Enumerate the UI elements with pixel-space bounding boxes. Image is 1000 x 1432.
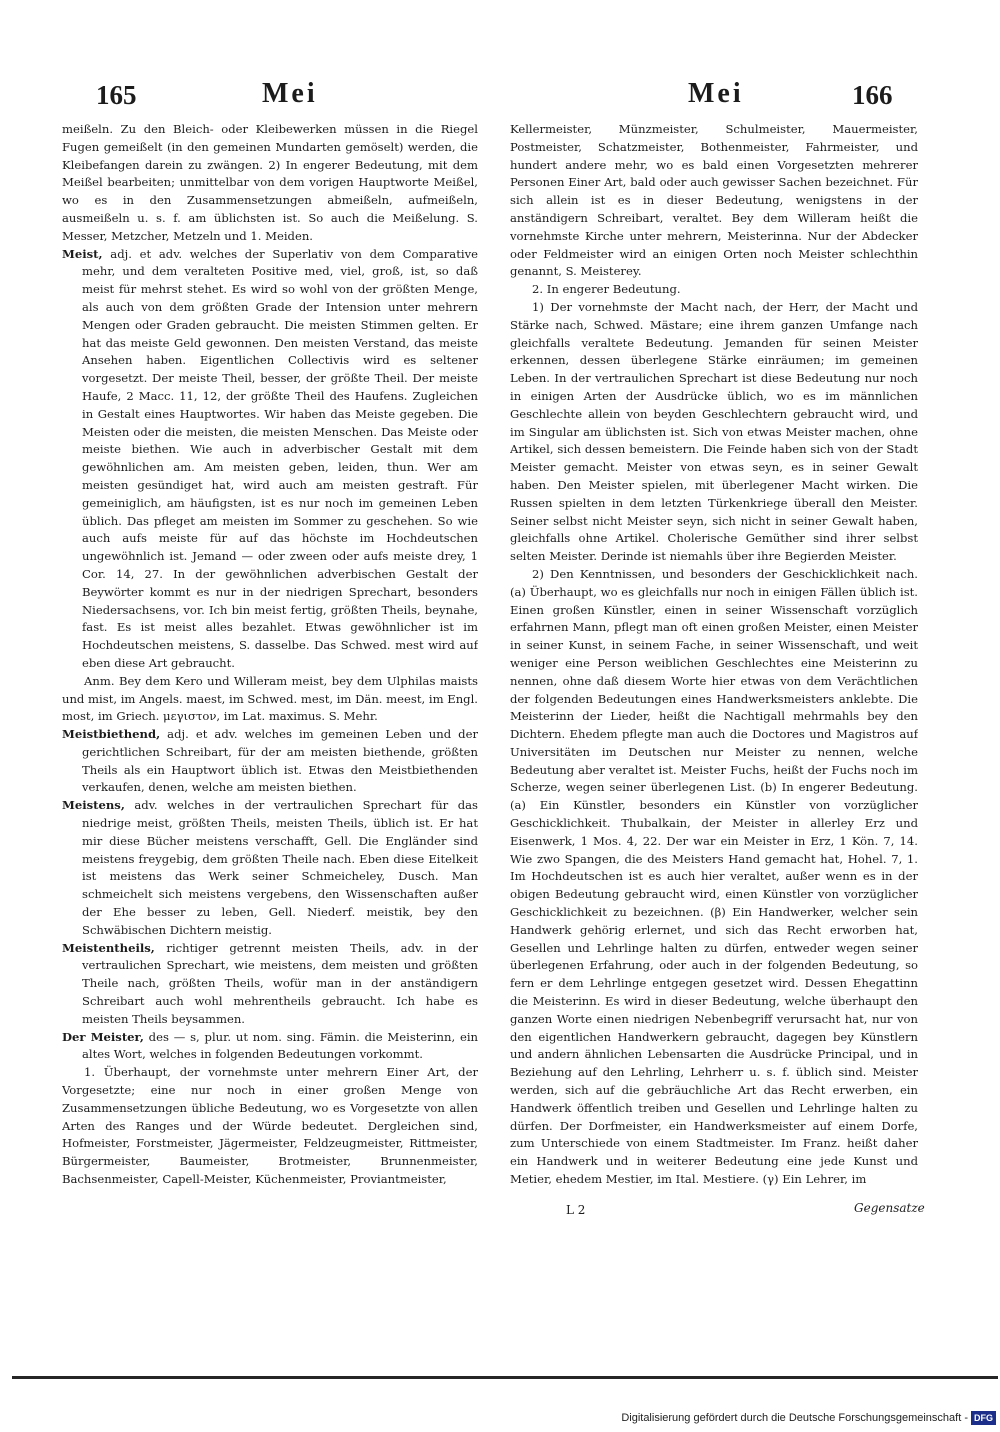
entry-text: des — s, plur. ut nom. sing. Fämin. die Meisterinn, ein altes Wort, welches in folgenden Bedeutungen vorkommt.	[82, 1029, 478, 1062]
entry-text: adj. et adv. welches im gemeinen Leben und der gerichtlichen Schreibart, für der am meisten biethende, größten Theils als ein Hauptwort üblich ist. Etwas den Meistbiethenden verkaufen, denen, welche am meisten biethen.	[82, 727, 478, 795]
dictionary-entry	[62, 1029, 478, 1065]
digitization-credit	[621, 1411, 996, 1425]
entry-text: 1. Überhaupt, der vornehmste unter mehrern Einer Art, der Vorgesetzte; eine nur noch in einer großen Menge von Zusammensetzungen übliche Bedeutung, wo es Vorgesetzte von allen Arten des Ranges und der Würde bedeutet. Dergleichen sind, Hofmeister, Forstmeister, Jägermeister, Feldzeugmeister, Rittmeister, Bürgermeister, Baumeister, Brotmeister, Brunnenmeister, Bachsenmeister, Capell-Meister, Küchenmeister, Proviantmeister,	[62, 1065, 478, 1187]
entry-text: adv. welches in der vertraulichen Sprechart für das niedrige meist, größten Theils, meisten Theils, üblich ist. Er hat mir diese Bücher meistens verschafft, Gell. Die Engländer sind meistens freygebig, dem größten Theile nach. Eben diese Eitelkeit ist meistens das Werk seiner Schmeicheley, Dusch. Man schmeichelt sich meistens vergebens, den Wissenschaften außer der Ehe besser zu leben, Gell. Niederf. meistik, bey den Schwäbischen Dichtern meistig.	[82, 798, 478, 937]
dictionary-entry	[62, 940, 478, 1029]
page-number-right: 166	[852, 80, 893, 110]
dictionary-entry	[62, 246, 478, 673]
running-head-right: Mei	[688, 78, 744, 109]
entry-paragraph	[510, 281, 918, 299]
entry-paragraph	[510, 121, 918, 281]
dictionary-entry	[62, 726, 478, 797]
entry-paragraph	[510, 299, 918, 566]
entry-paragraph	[62, 1064, 478, 1189]
page-number-left: 165	[96, 80, 137, 110]
dfg-logo: DFG	[971, 1411, 996, 1425]
entry-paragraph	[510, 566, 918, 1189]
entry-text: adj. et adv. welches der Superlativ von dem Comparative mehr, und dem veralteten Positive med, viel, groß, ist, so daß meist für mehrst stehet. Es wird so wohl von der größten Menge, als auch von dem größten Grade der Intension unter mehrern Mengen oder Graden gebraucht. Die meisten Stimmen gelten. Er hat das meiste Geld gewonnen. Den meisten Verstand, das meiste Ansehen haben. Eigentlichen Collectivis wird es seltener vorgesetzt. Der meiste Theil, besser, der größte Theil. Der meiste Haufe, 2 Macc. 11, 12, der größte Theil des Haufens. Zugleichen in Gestalt eines Hauptwortes. Wir haben das Meiste gegeben. Die Meisten oder die meisten, die meisten Menschen. Das Meiste oder meiste biethen. Wie auch in adverbischer Gestalt mit dem gewöhnlichen am. Am meisten geben, leiden, thun. Wer am meisten gesündiget hat, wird auch am meisten gestraft. Für gemeiniglich, am häufigsten, ist es nur noch im gemeinen Leben üblich. Das pfleget am meisten im Sommer zu geschehen. So wie auch aufs meiste für auf das höchste im Hochdeutschen ungewöhnlich ist. Jemand — oder zween oder aufs meiste drey, 1 Cor. 14, 27. In der gewöhnlichen adverbischen Gestalt der Beywörter kommt es nur in der niedrigen Sprechart, besonders Niedersachsens, vor. Ich bin meist fertig, größten Theils, beynahe, fast. Es ist meist alles bezahlet. Etwas gewöhnlicher ist im Hochdeutschen meistens, S. dasselbe. Das Schwed. mest wird auf eben diese Art gebraucht.	[82, 246, 478, 670]
entry-text: 1) Der vornehmste der Macht nach, der Herr, der Macht und Stärke nach, Schwed. Mästare; eine ihrem ganzen Umfange nach gleichfalls veraltete Bedeutung. Jemanden für seinen Meister erkennen, dessen überlegene Stärke einräumen; im gemeinen Leben. In der vertraulichen Sprechart ist diese Bedeutung nur noch in einigen Arten der Ausdrücke üblich, wo es im männlichen Geschlechte allein von beyden Geschlechtern gebraucht wird, und im Singular am üblichsten ist. Sich von etwas Meister machen, ohne Artikel, sich dessen bemeistern. Die Feinde haben sich von der Stadt Meister gemacht. Meister von etwas seyn, es in seiner Gewalt haben. Den Meister spielen, mit überlegener Macht wirken. Die Russen spielten in dem letzten Türkenkriege überall den Meister. Seiner selbst nicht Meister seyn, sich nicht in seiner Gewalt haben, gleichfalls ohne Artikel. Cholerische Gemüther sind ihrer selbst selten Meister. Derinde ist niemahls über ihre Begierden Meister.	[510, 299, 918, 564]
page-header	[0, 72, 1000, 122]
catchword: Gegensatze	[854, 1201, 925, 1215]
entry-text: 2) Den Kenntnissen, und besonders der Geschicklichkeit nach. (a) Überhaupt, wo es gleichfalls nur noch in einigen Fällen üblich ist. Einen großen Künstler, einen in seiner Wissenschaft vorzüglich erfahrnen Mann, pflegt man oft einen großen Meister, einen Meister in seiner Kunst, in seinem Fache, in seiner Wissenschaft, und weit weniger eine Person weiblichen Geschlechtes eine Meisterinn zu nennen, ohne daß diesem Worte hier etwas von dem Verächtlichen der folgenden Bedeutungen eines Handwerksmeisters anklebte. Die Meisterinn der Lieder, heißt die Nachtigall mehrmahls bey den Dichtern. Ehedem pflegte man auch die Doctores und Magistros auf Universitäten im Deutschen nur Meister zu nennen, welche Bedeutung aber veraltet ist. Meister Fuchs, heißt der Fuchs noch im Scherze, wegen seiner überlegenen List. (b) In engerer Bedeutung. (a) Ein Künstler, besonders ein Künstler von vorzüglicher Geschicklichkeit. Thubalkain, der Meister in allerley Erz und Eisenwerk, 1 Mos. 4, 22. Der war ein Meister in Erz, 1 Kön. 7, 14. Wie zwo Spangen, die des Meisters Hand gemacht hat, Hohel. 7, 1. Im Hochdeutschen ist es auch hier veraltet, außer wenn es in der obigen Bedeutung gebraucht wird, einen Künstler von vorzüglicher Geschicklichkeit zu bezeichnen. (β) Ein Handwerker, welcher sein Handwerk gehörig erlernet, und sich das Recht erworben hat, Gesellen und Lehrlinge halten zu dürfen, entweder wegen seiner überlegenen Erfahrung, oder auch in der folgenden Bedeutung, so fern er dem Lehrlinge entgegen gesetzet wird. Dessen Ehegattinn die Meisterinn. Es wird in dieser Bedeutung, welche überhaupt den ganzen Worte einen niedrigen Nebenbegriff verursacht hat, nur von den eigentlichen Handwerkern gebraucht, dagegen bey Künstlern und andern ähnlichen Lebensarten die Ausdrücke Principal, und in Beziehung auf den Lehrling, Lehrherr u. s. f. üblich sind. Meister werden, sich auf die gebräuchliche Art das Recht erwerben, ein Handwerk öffentlich treiben und Gesellen und Lehrlinge halten zu dürfen. Der Dorfmeister, ein Handwerksmeister auf einem Dorfe, zum Unterschiede von einem Stadtmeister. Im Franz. heißt daher ein Handwerk und in weiterer Bedeutung eine jede Kunst und Metier, ehedem Mestier, im Ital. Mestiere. (γ) Ein Lehrer, im	[510, 566, 918, 1187]
credit-text: Digitalisierung gefördert durch die Deutsche Forschungsgemeinschaft -	[621, 1412, 968, 1424]
entry-paragraph	[62, 121, 478, 246]
entry-paragraph	[62, 673, 478, 726]
lemma: Der Meister,	[62, 1029, 144, 1044]
right-column	[510, 121, 918, 1211]
entry-text: Kellermeister, Münzmeister, Schulmeister, Mauermeister, Postmeister, Schatzmeister, Bothenmeister, Fahrmeister, und hundert andere mehr, wo es bald einen Vorgesetzten mehrerer Personen Einer Art, bald oder auch gewisser Sachen bezeichnet. Für sich allein ist es in dieser Bedeutung, wenigstens in der anständigern Schreibart, veraltet. Bey dem Willeram heißt die vornehmste Kirche unter mehrern, Meisterinna. Nur der Abdecker oder Feldmeister wird an einigen Orten noch Meister schlechthin genannt, S. Meisterey.	[510, 122, 918, 279]
lemma: Meistentheils,	[62, 940, 155, 955]
sheet-signature: L 2	[566, 1203, 586, 1217]
lemma: Meistbiethend,	[62, 727, 161, 742]
dictionary-entry	[62, 797, 478, 939]
entry-text: meißeln. Zu den Bleich- oder Kleibewerken müssen in die Riegel Fugen gemeißelt (in den gemeinen Mundarten gemöselt) werden, die Kleibefangen darein zu zwängen. 2) In engerer Bedeutung, mit dem Meißel bearbeiten; unmittelbar von dem vorigen Hauptworte Meißel, wo es in den Zusammensetzungen abmeißeln, aufmeißeln, ausmeißeln u. s. f. am üblichsten ist. So auch die Meißelung. S. Messer, Metzcher, Metzeln und 1. Meiden.	[62, 122, 478, 243]
lemma: Meist,	[62, 246, 103, 261]
entry-text: richtiger getrennt meisten Theils, adv. in der vertraulichen Sprechart, wie meistens, dem meisten und größten Theile nach, größten Theils, wofür man in der anständigern Schreibart auch wohl mehrentheils gebraucht. Ich habe es meisten Theils beysammen.	[82, 940, 478, 1026]
running-head-left: Mei	[262, 78, 318, 109]
entry-text: Anm. Bey dem Kero und Willeram meist, bey dem Ulphilas maists und mist, im Angels. maest, im Schwed. mest, im Dän. meest, im Engl. most, im Griech. μεγιστον, im Lat. maximus. S. Mehr.	[62, 673, 478, 724]
left-column	[62, 121, 478, 1211]
bottom-rule	[12, 1376, 998, 1379]
lemma: Meistens,	[62, 798, 125, 813]
entry-text: 2. In engerer Bedeutung.	[532, 282, 681, 297]
